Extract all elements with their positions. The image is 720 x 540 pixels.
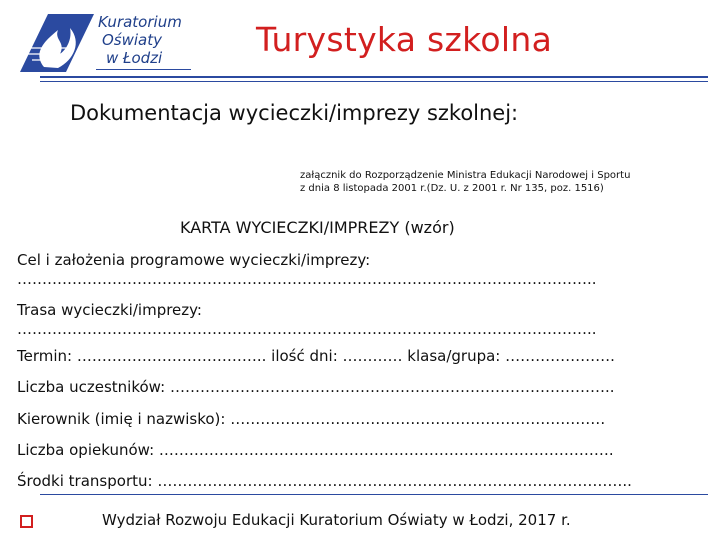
- trasa-dots: ……………………………………………………………………………………………………..: [17, 320, 597, 338]
- kierownik-line: Kierownik (imię i nazwisko): …………………………………………………………………: [17, 410, 606, 428]
- header-divider-thin: [40, 81, 708, 82]
- uczestnicy-line: Liczba uczestników: ……………………………………………………………………………..: [17, 378, 615, 396]
- logo-line-3: w Łodzi: [106, 49, 163, 67]
- kuratorium-logo: [14, 12, 194, 74]
- logo-line-2: Oświaty: [102, 31, 163, 49]
- transport-line: Środki transportu: …………………………………………………………………………………..: [17, 472, 632, 490]
- square-bullet-icon: [20, 515, 33, 528]
- legal-note-line-1: załącznik do Rozporządzenie Ministra Edukacji Narodowej i Sportu: [300, 170, 631, 181]
- termin-line: Termin: ……………………………….. ilość dni: ………… klasa/grupa: ………………….: [17, 347, 615, 365]
- form-heading: KARTA WYCIECZKI/IMPREZY (wzór): [180, 218, 455, 237]
- trasa-label: Trasa wycieczki/imprezy:: [17, 301, 202, 319]
- cel-label: Cel i założenia programowe wycieczki/imprezy:: [17, 251, 371, 269]
- page-title: Turystyka szkolna: [256, 20, 553, 59]
- header-divider: [40, 76, 708, 78]
- logo-line-1: Kuratorium: [98, 13, 182, 31]
- cel-dots: ……………………………………………………………………………………………………..: [17, 270, 597, 288]
- opiekunowie-line: Liczba opiekunów: ……………………………………………………………………………….: [17, 441, 614, 459]
- logo-underline: [96, 69, 191, 70]
- flame-emblem-icon: [14, 12, 104, 74]
- document-subtitle: Dokumentacja wycieczki/imprezy szkolnej:: [70, 101, 519, 125]
- footer-text: Wydział Rozwoju Edukacji Kuratorium Oświaty w Łodzi, 2017 r.: [102, 511, 571, 529]
- footer-divider: [40, 494, 708, 495]
- legal-note-line-2: z dnia 8 listopada 2001 r.(Dz. U. z 2001 r. Nr 135, poz. 1516): [300, 183, 604, 194]
